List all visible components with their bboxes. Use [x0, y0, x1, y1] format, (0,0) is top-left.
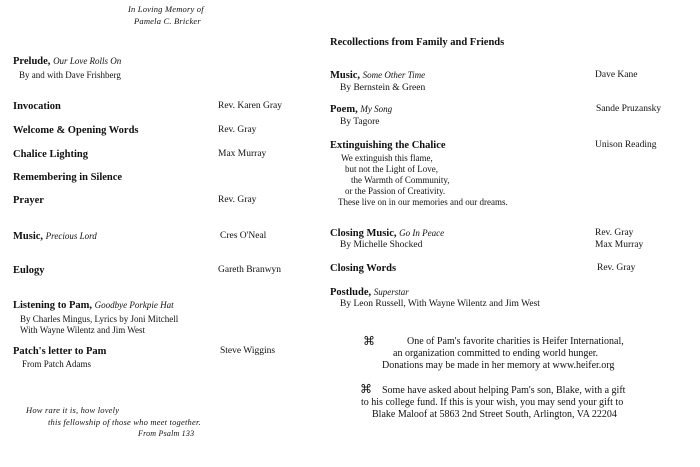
patch-credit: From Patch Adams [22, 359, 91, 369]
extinguish-line-3: the Warmth of Community, [351, 175, 450, 185]
charity-line-3: Donations may be made in her memory at www.heifer.org [382, 360, 615, 371]
poem-credit: By Tagore [340, 117, 380, 127]
poem-item [330, 104, 392, 115]
command-icon: ⌘ [360, 382, 372, 396]
recollections-heading: Recollections from Family and Friends [330, 37, 505, 48]
postlude-title: Postlude, [330, 287, 372, 298]
extinguish-line-5: These live on in our memories and our dreams. [338, 197, 508, 207]
chalice-title: Chalice Lighting [13, 149, 88, 160]
extinguish-title: Extinguishing the Chalice [330, 140, 446, 151]
quote-line-2: this fellowship of those who meet together. [48, 417, 201, 427]
charity-line-1: One of Pam's favorite charities is Heifer International, [407, 336, 624, 347]
poem-name: Sande Pruzansky [596, 104, 662, 114]
right-music-title: Music, [330, 70, 361, 81]
postlude-credit: By Leon Russell, With Wayne Wilentz and Jim West [340, 299, 540, 309]
music-name: Cres O'Neal [220, 231, 267, 241]
closing-music-title: Closing Music, [330, 228, 397, 239]
listening-title: Listening to Pam, [13, 300, 93, 311]
patch-name: Steve Wiggins [220, 346, 276, 356]
closing-music-credit: By Michelle Shocked [340, 240, 423, 250]
closing-music-name-2: Max Murray [595, 240, 644, 250]
welcome-title: Welcome & Opening Words [13, 125, 139, 136]
prelude-title: Prelude, [13, 56, 51, 67]
closing-words-name: Rev. Gray [597, 263, 636, 273]
eulogy-title: Eulogy [13, 265, 45, 276]
postlude-piece: Superstar [373, 287, 409, 297]
blake-line-1: Some have asked about helping Pam's son, Blake, with a gift [382, 385, 626, 396]
music-item [13, 231, 97, 242]
welcome-name: Rev. Gray [218, 125, 257, 135]
closing-words-title: Closing Words [330, 263, 397, 274]
listening-item [13, 300, 174, 311]
right-music-name: Dave Kane [595, 70, 638, 80]
listening-credit-1: By Charles Mingus, Lyrics by Joni Mitchell [20, 314, 179, 324]
memory-line-2: Pamela C. Bricker [134, 16, 201, 26]
extinguish-name: Unison Reading [595, 140, 657, 150]
right-music-credit: By Bernstein & Green [340, 83, 426, 93]
closing-music-item [330, 228, 444, 239]
extinguish-line-4: or the Passion of Creativity. [345, 186, 446, 196]
prayer-name: Rev. Gray [218, 195, 257, 205]
poem-title: Poem, [330, 104, 358, 115]
quote-line-1: How rare it is, how lovely [26, 405, 120, 415]
postlude-item [330, 287, 409, 298]
closing-music-name-1: Rev. Gray [595, 228, 634, 238]
invocation-name: Rev. Karen Gray [218, 101, 283, 111]
silence-title: Remembering in Silence [13, 172, 123, 183]
blake-line-2: to his college fund. If this is your wish, you may send your gift to [361, 397, 624, 408]
quote-source: From Psalm 133 [138, 429, 195, 438]
poem-piece: My Song [360, 104, 393, 114]
prelude-credit: By and with Dave Frishberg [19, 70, 121, 80]
extinguish-line-1: We extinguish this flame, [341, 153, 433, 163]
extinguish-line-2: but not the Light of Love, [345, 164, 438, 174]
closing-music-piece: Go In Peace [399, 228, 445, 238]
invocation-title: Invocation [13, 101, 61, 112]
patch-title: Patch's letter to Pam [13, 346, 107, 357]
prelude-piece: Our Love Rolls On [53, 56, 122, 66]
memory-line-1: In Loving Memory of [128, 4, 204, 14]
right-music-piece: Some Other Time [362, 70, 426, 80]
listening-credit-2: With Wayne Wilentz and Jim West [20, 325, 146, 335]
eulogy-name: Gareth Branwyn [218, 265, 282, 275]
prayer-title: Prayer [13, 195, 44, 206]
chalice-name: Max Murray [218, 149, 267, 159]
prelude-item [13, 56, 121, 67]
music-title: Music, [13, 231, 44, 242]
right-music-item [330, 70, 425, 81]
music-piece: Precious Lord [45, 231, 97, 241]
command-icon: ⌘ [363, 334, 375, 348]
charity-line-2: an organization committed to ending world hunger. [393, 348, 599, 359]
listening-piece: Goodbye Porkpie Hat [94, 300, 174, 310]
blake-line-3: Blake Maloof at 5863 2nd Street South, Arlington, VA 22204 [372, 409, 617, 420]
